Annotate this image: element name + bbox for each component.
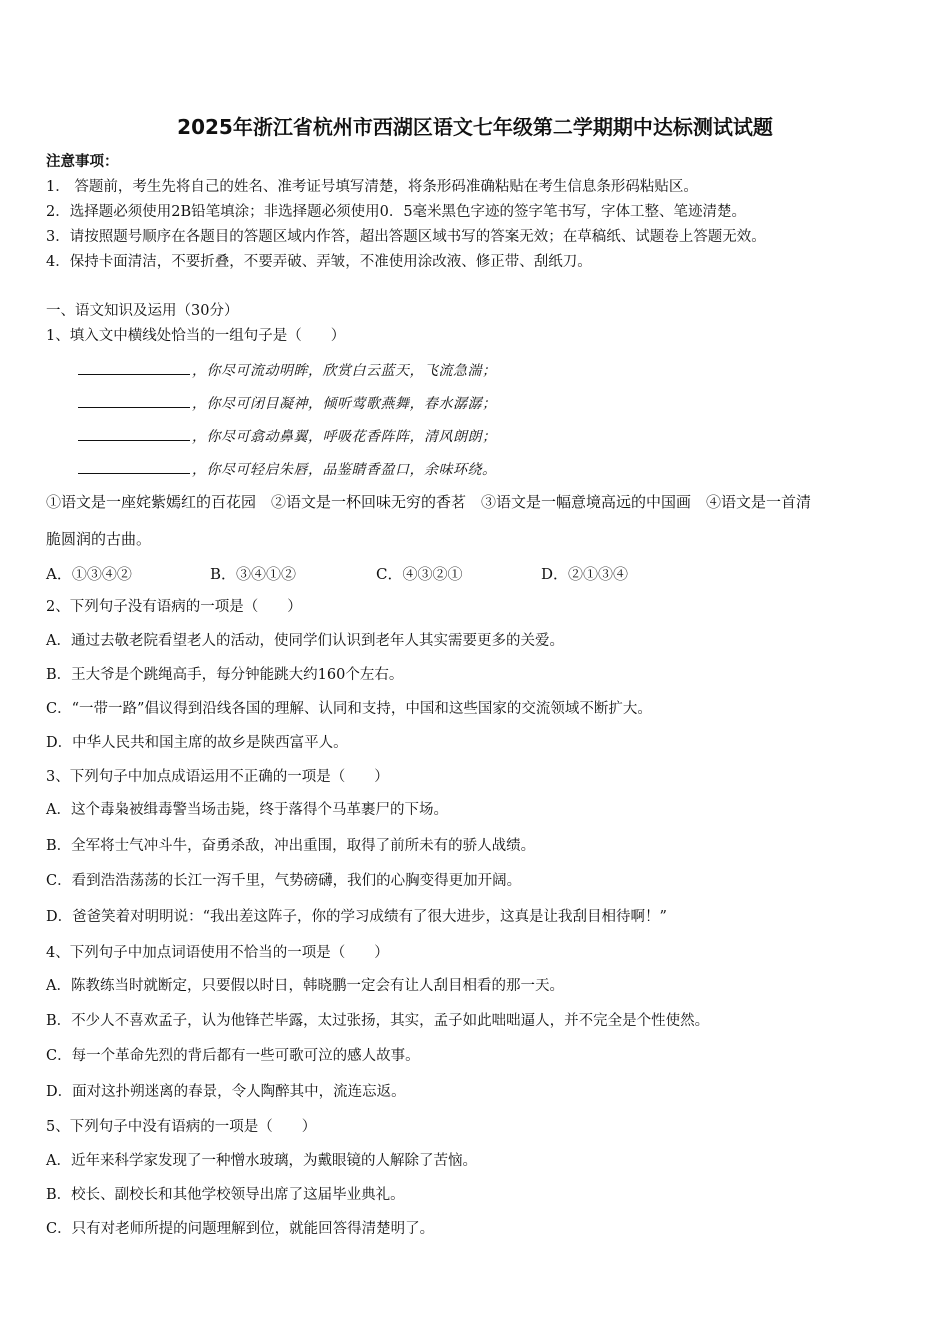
q1-poem-line [78,459,497,479]
q2-option-c[interactable]: C．“一带一路”倡议得到沿线各国的理解、认同和支持，中国和这些国家的交流领域不断扩大。 [46,701,652,717]
q5-option-b[interactable]: B．校长、副校长和其他学校领导出席了这届毕业典礼。 [46,1187,405,1203]
q3-option-a[interactable]: A．这个毒枭被缉毒警当场击毙，终于落得个马革裹尸的下场。 [46,802,448,818]
q1-option-c[interactable]: C．④③②① [376,565,463,583]
q1-option-b[interactable]: B．③④①② [210,565,297,583]
q2-option-d[interactable]: D．中华人民共和国主席的故乡是陕西富平人。 [46,735,348,751]
q1-sentences-line2: 脆圆润的古曲。 [46,530,152,548]
q1-poem-text: ，你尽可闭目凝神，倾听莺歌燕舞，春水潺潺； [192,396,497,412]
q5-stem: 5、下列句子中没有语病的一项是（ ） [46,1119,317,1135]
q1-poem-text: ，你尽可翕动鼻翼，呼吸花香阵阵，清风朗朗； [192,429,497,445]
q4-option-d[interactable]: D．面对这扑朔迷离的春景，令人陶醉其中，流连忘返。 [46,1084,406,1100]
notice-heading: 注意事项： [46,153,119,170]
page-title: 2025年浙江省杭州市西湖区语文七年级第二学期期中达标测试试题 [177,115,773,139]
q1-poem-line [78,426,497,446]
notice-item-4: 4．保持卡面清洁，不要折叠，不要弄破、弄皱，不准使用涂改液、修正带、刮纸刀。 [46,254,592,270]
notice-item-3: 3．请按照题号顺序在各题目的答题区域内作答，超出答题区域书写的答案无效；在草稿纸、试题卷上答题无效。 [46,229,766,245]
q3-stem: 3、下列句子中加点成语运用不正确的一项是（ ） [46,769,389,785]
answer-blank[interactable] [78,459,190,474]
q4-option-b[interactable]: B．不少人不喜欢孟子，认为他锋芒毕露，太过张扬，其实，孟子如此咄咄逼人，并不完全是个性使然。 [46,1013,710,1029]
q1-poem-line [78,393,497,413]
q1-stem: 1、填入文中横线处恰当的一组句子是（ ） [46,328,346,344]
q3-option-d[interactable]: D．爸爸笑着对明明说：“我出差这阵子，你的学习成绩有了很大进步，这真是让我刮目相待啊！” [46,909,667,925]
q4-stem: 4、下列句子中加点词语使用不恰当的一项是（ ） [46,945,389,961]
q1-option-a[interactable]: A．①③④② [46,565,132,583]
q2-option-a[interactable]: A．通过去敬老院看望老人的活动，使同学们认识到老年人其实需要更多的关爱。 [46,633,564,649]
answer-blank[interactable] [78,426,190,441]
q4-option-c[interactable]: C．每一个革命先烈的背后都有一些可歌可泣的感人故事。 [46,1048,420,1064]
q5-option-c[interactable]: C．只有对老师所提的问题理解到位，就能回答得清楚明了。 [46,1221,435,1237]
q3-option-b[interactable]: B．全军将士气冲斗牛，奋勇杀敌，冲出重围，取得了前所未有的骄人战绩。 [46,838,536,854]
q2-stem: 2、下列句子没有语病的一项是（ ） [46,599,302,615]
q1-option-d[interactable]: D．②①③④ [541,565,629,583]
q1-poem-line [78,360,497,380]
q1-poem-text: ，你尽可轻启朱唇，品鉴睛香盈口，余味环绕。 [192,462,497,478]
q5-option-a[interactable]: A．近年来科学家发现了一种憎水玻璃，为戴眼镜的人解除了苦恼。 [46,1153,477,1169]
answer-blank[interactable] [78,360,190,375]
q3-option-c[interactable]: C．看到浩浩荡荡的长江一泻千里，气势磅礴，我们的心胸变得更加开阔。 [46,873,522,889]
q1-poem-text: ，你尽可流动明眸，欣赏白云蓝天，飞流急湍； [192,363,497,379]
q1-sentences-line1: ①语文是一座姹紫嫣红的百花园 ②语文是一杯回味无穷的香茗 ③语文是一幅意境高远的中国画 ④语文是一首清 [46,493,812,511]
notice-item-2: 2．选择题必须使用2B铅笔填涂；非选择题必须使用0．5毫米黑色字迹的签字笔书写，字体工整、笔迹清楚。 [46,204,747,220]
q4-option-a[interactable]: A．陈教练当时就断定，只要假以时日，韩晓鹏一定会有让人刮目相看的那一天。 [46,978,564,994]
section-heading: 一、语文知识及运用（30分） [46,303,239,319]
answer-blank[interactable] [78,393,190,408]
notice-item-1: 1． 答题前，考生先将自己的姓名、准考证号填写清楚，将条形码准确粘贴在考生信息条形码粘贴区。 [46,179,698,195]
q2-option-b[interactable]: B．王大爷是个跳绳高手，每分钟能跳大约160个左右。 [46,667,404,683]
